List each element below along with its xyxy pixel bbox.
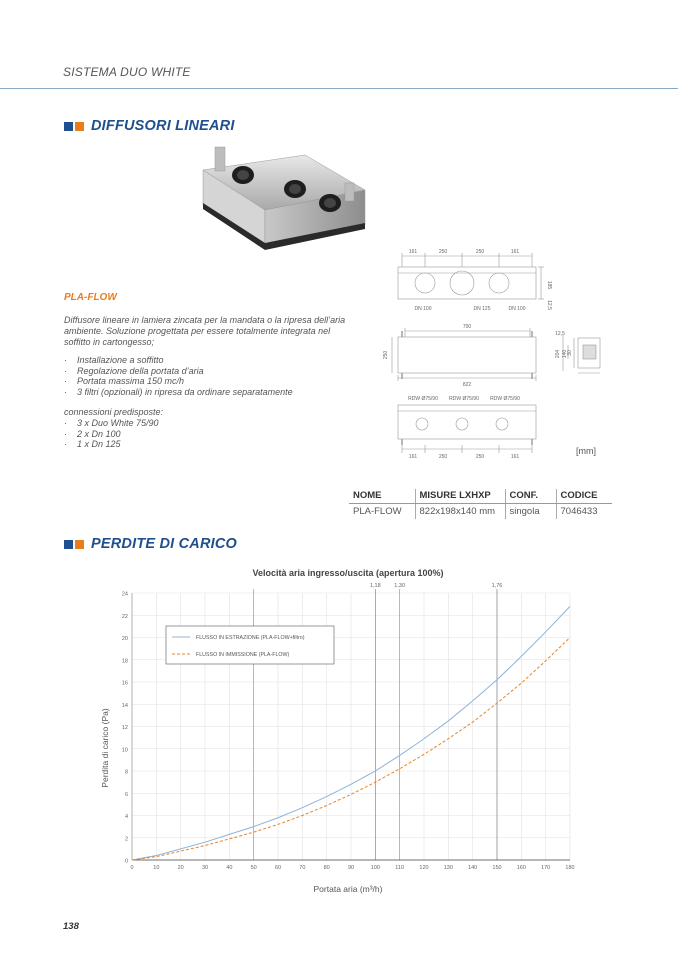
table-row	[349, 504, 612, 520]
dim-label: 250	[438, 249, 448, 255]
x-tick-label: 180	[565, 865, 575, 871]
product-description: Diffusore lineare in lamiera zincata per la mandata o la ripresa dell’aria ambiente. Soluzione progettata per essere totalmente integrata nel soffitto in cartongesso;	[64, 315, 346, 347]
x-tick-label: 70	[299, 865, 306, 871]
feature-item: · Regolazione della portata d’aria	[64, 366, 364, 377]
legend-box	[166, 626, 334, 664]
dim-label: 250	[475, 454, 485, 460]
blue-square-icon	[64, 540, 73, 549]
x-tick-label: 30	[201, 865, 209, 871]
top-marker-label: 1,76	[491, 583, 503, 589]
x-tick-label: 160	[516, 865, 526, 871]
dim-label: 12,5	[546, 300, 552, 310]
unit-label: [mm]	[576, 446, 596, 456]
table-cell: 822x198x140 mm	[415, 504, 505, 520]
legend-label: FLUSSO IN IMMISSIONE (PLA-FLOW)	[196, 652, 290, 658]
connection-item: · 3 x Duo White 75/90	[64, 418, 364, 429]
dim-label: 30	[567, 350, 573, 356]
x-tick-label: 110	[395, 865, 405, 871]
dim-label: 700	[462, 324, 472, 330]
technical-drawing	[378, 245, 618, 467]
header-divider	[0, 88, 678, 89]
y-tick-label: 12	[121, 725, 128, 731]
top-marker-label: 1,30	[394, 583, 406, 589]
rdw-label: RDW Ø75/90	[490, 396, 520, 402]
y-tick-label: 10	[121, 747, 128, 754]
blue-square-icon	[64, 122, 73, 131]
dim-label: 161	[510, 249, 520, 255]
rdw-label: RDW Ø75/90	[449, 396, 479, 402]
y-tick-label: 18	[121, 658, 128, 665]
dim-label: 822	[462, 382, 472, 388]
dim-label: 161	[510, 454, 520, 460]
connection-item: · 1 x Dn 125	[64, 439, 364, 450]
table-header-cell: CONF.	[505, 489, 556, 504]
x-tick-label: 20	[177, 865, 184, 871]
y-axis-label: Perdita di carico (Pa)	[100, 708, 110, 788]
x-tick-label: 150	[492, 865, 502, 871]
table-cell: 7046433	[556, 504, 612, 520]
dim-label: 12,5	[555, 331, 565, 337]
dim-label: 250	[383, 350, 389, 360]
connection-item: · 2 x Dn 100	[64, 429, 364, 440]
table-cell: PLA-FLOW	[353, 506, 402, 517]
table-header-row	[349, 489, 612, 504]
dn-label: DN 100	[508, 306, 526, 312]
header-title: SISTEMA DUO WHITE	[63, 65, 191, 79]
chart-title: Velocità aria ingresso/uscita (apertura 100%)	[252, 568, 444, 578]
connections-list	[64, 418, 364, 450]
x-tick-label: 60	[274, 865, 282, 871]
connections-label: connessioni predisposte:	[64, 407, 164, 417]
y-tick-label: 22	[121, 613, 128, 620]
x-tick-label: 10	[153, 865, 160, 871]
dim-label: 250	[438, 454, 448, 460]
section-title-perdite: PERDITE DI CARICO	[91, 536, 237, 552]
product-image	[195, 145, 375, 260]
y-tick-label: 8	[124, 769, 128, 776]
x-tick-label: 140	[468, 865, 478, 871]
product-subheading: PLA-FLOW	[64, 292, 117, 303]
dn-label: DN 125	[473, 306, 491, 312]
x-tick-label: 50	[250, 865, 257, 871]
x-tick-label: 0	[130, 865, 134, 871]
table-header-cell: NOME	[349, 489, 415, 504]
section-heading-diffusori	[64, 118, 235, 134]
table-cell: singola	[505, 504, 556, 520]
x-tick-label: 120	[419, 865, 429, 871]
dim-label: 185	[546, 280, 552, 290]
section-title-diffusori: DIFFUSORI LINEARI	[91, 118, 235, 134]
y-tick-label: 16	[121, 680, 128, 687]
dim-label: 140	[562, 349, 568, 359]
page-number: 138	[63, 921, 79, 932]
x-tick-label: 100	[370, 865, 380, 871]
top-marker-label: 1,18	[369, 583, 381, 589]
y-tick-label: 6	[124, 791, 128, 798]
dim-label: 161	[408, 249, 418, 255]
x-tick-label: 80	[323, 865, 330, 871]
rdw-label: RDW Ø75/90	[408, 396, 438, 402]
pressure-loss-chart	[90, 560, 590, 905]
dim-label: 161	[408, 454, 418, 460]
orange-square-icon	[75, 122, 84, 131]
x-tick-label: 130	[443, 865, 453, 871]
dim-label: 204	[555, 349, 561, 359]
x-tick-label: 40	[226, 865, 233, 871]
y-tick-label: 0	[124, 858, 128, 865]
y-tick-label: 4	[124, 814, 128, 820]
x-axis-label: Portata aria (m³/h)	[313, 884, 383, 894]
y-tick-label: 2	[124, 836, 128, 843]
legend-label: FLUSSO IN ESTRAZIONE (PLA-FLOW+filtro)	[196, 635, 305, 641]
spec-table	[349, 489, 612, 519]
feature-item: · Portata massima 150 mc/h	[64, 376, 364, 387]
feature-item: · 3 filtri (opzionali) in ripresa da ordinare separatamente	[64, 387, 364, 398]
y-tick-label: 20	[121, 636, 128, 642]
dim-label: 250	[475, 249, 485, 255]
feature-item: · Installazione a soffitto	[64, 355, 364, 366]
feature-list	[64, 355, 364, 397]
section-heading-perdite	[64, 536, 237, 552]
x-tick-label: 90	[347, 865, 355, 871]
y-tick-label: 24	[121, 591, 128, 598]
dn-label: DN 100	[414, 306, 432, 312]
x-tick-label: 170	[541, 865, 551, 871]
y-tick-label: 14	[121, 702, 128, 709]
table-header-cell: MISURE LXHXP	[415, 489, 505, 504]
table-header-cell: CODICE	[556, 489, 612, 504]
orange-square-icon	[75, 540, 84, 549]
